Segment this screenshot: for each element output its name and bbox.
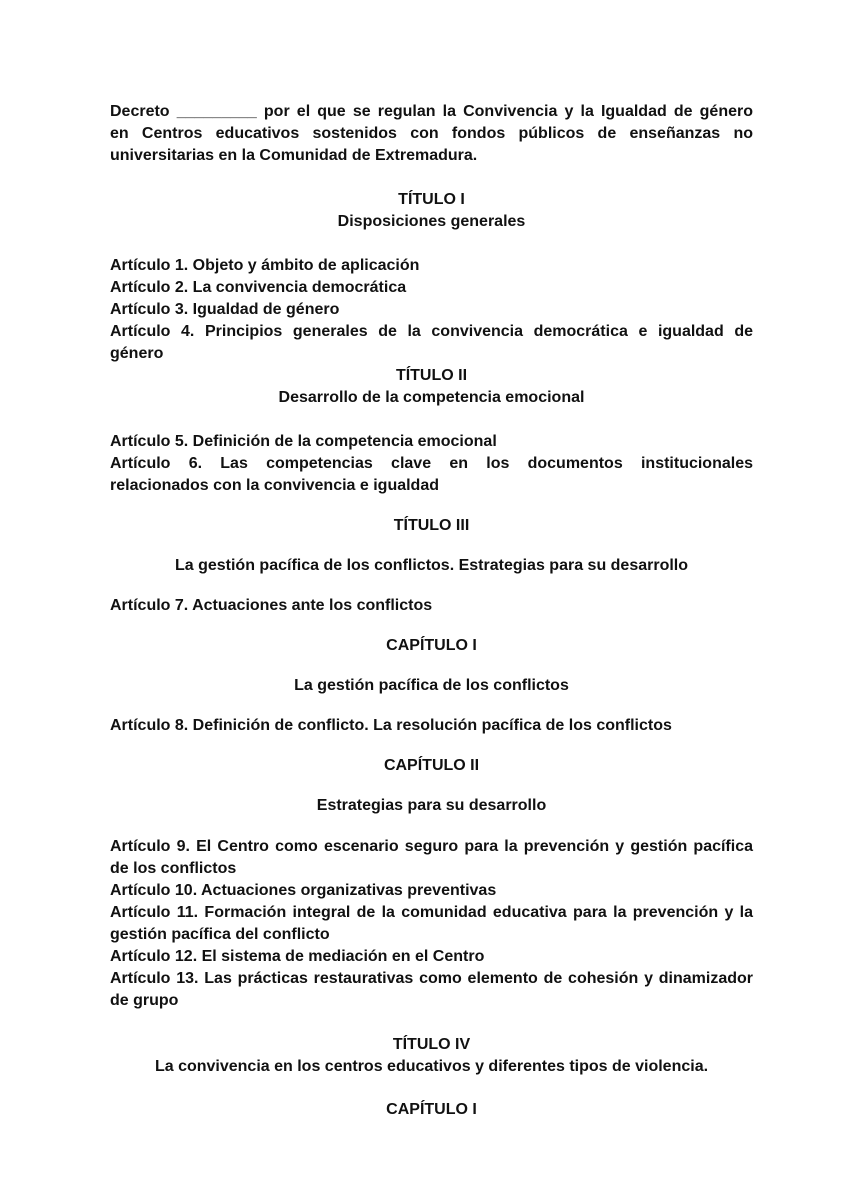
titulo-4-heading: TÍTULO IV bbox=[392, 1036, 471, 1053]
article-9-line-1: Artículo 9. El Centro como escenario seguro para la prevención y gestión pacífica bbox=[110, 838, 753, 855]
capitulo-1-heading: CAPÍTULO I bbox=[386, 637, 477, 654]
article-7: Artículo 7. Actuaciones ante los conflictos bbox=[110, 597, 433, 614]
article-10: Artículo 10. Actuaciones organizativas preventivas bbox=[110, 882, 497, 899]
decree-title-line-3: universitarias en la Comunidad de Extremadura. bbox=[110, 147, 478, 164]
article-9-line-2: de los conflictos bbox=[110, 860, 237, 877]
titulo-4-capitulo-1-heading: CAPÍTULO I bbox=[386, 1101, 477, 1118]
article-11-line-1: Artículo 11. Formación integral de la comunidad educativa para la prevención y la bbox=[110, 904, 753, 921]
titulo-1-heading: TÍTULO I bbox=[398, 191, 465, 208]
article-13-line-1: Artículo 13. Las prácticas restaurativas como elemento de cohesión y dinamizador bbox=[110, 970, 753, 987]
titulo-1-subtitle: Disposiciones generales bbox=[337, 213, 526, 230]
article-5: Artículo 5. Definición de la competencia emocional bbox=[110, 433, 497, 450]
decree-title-line-2: en Centros educativos sostenidos con fondos públicos de enseñanzas no bbox=[110, 125, 753, 142]
article-6-line-2: relacionados con la convivencia e igualdad bbox=[110, 477, 439, 494]
article-1: Artículo 1. Objeto y ámbito de aplicación bbox=[110, 257, 420, 274]
capitulo-2-heading: CAPÍTULO II bbox=[383, 757, 480, 774]
decree-title-line-1: Decreto _________ por el que se regulan la Convivencia y la Igualdad de género bbox=[110, 103, 753, 120]
article-4-line-2: género bbox=[110, 345, 164, 362]
titulo-3-heading: TÍTULO III bbox=[393, 517, 470, 534]
article-2: Artículo 2. La convivencia democrática bbox=[110, 279, 407, 296]
article-6-line-1: Artículo 6. Las competencias clave en los documentos institucionales bbox=[110, 455, 753, 472]
article-11-line-2: gestión pacífica del conflicto bbox=[110, 926, 330, 943]
article-4-line-1: Artículo 4. Principios generales de la convivencia democrática e igualdad de bbox=[110, 323, 753, 340]
titulo-3-subtitle: La gestión pacífica de los conflictos. Estrategias para su desarrollo bbox=[174, 557, 689, 574]
article-12: Artículo 12. El sistema de mediación en el Centro bbox=[110, 948, 485, 965]
article-3: Artículo 3. Igualdad de género bbox=[110, 301, 340, 318]
article-8: Artículo 8. Definición de conflicto. La resolución pacífica de los conflictos bbox=[110, 717, 672, 734]
titulo-2-subtitle: Desarrollo de la competencia emocional bbox=[278, 389, 585, 406]
capitulo-2-subtitle: Estrategias para su desarrollo bbox=[316, 797, 547, 814]
article-13-line-2: de grupo bbox=[110, 992, 179, 1009]
titulo-2-heading: TÍTULO II bbox=[395, 367, 468, 384]
titulo-4-subtitle: La convivencia en los centros educativos y diferentes tipos de violencia. bbox=[154, 1058, 709, 1075]
capitulo-1-subtitle: La gestión pacífica de los conflictos bbox=[294, 677, 569, 694]
